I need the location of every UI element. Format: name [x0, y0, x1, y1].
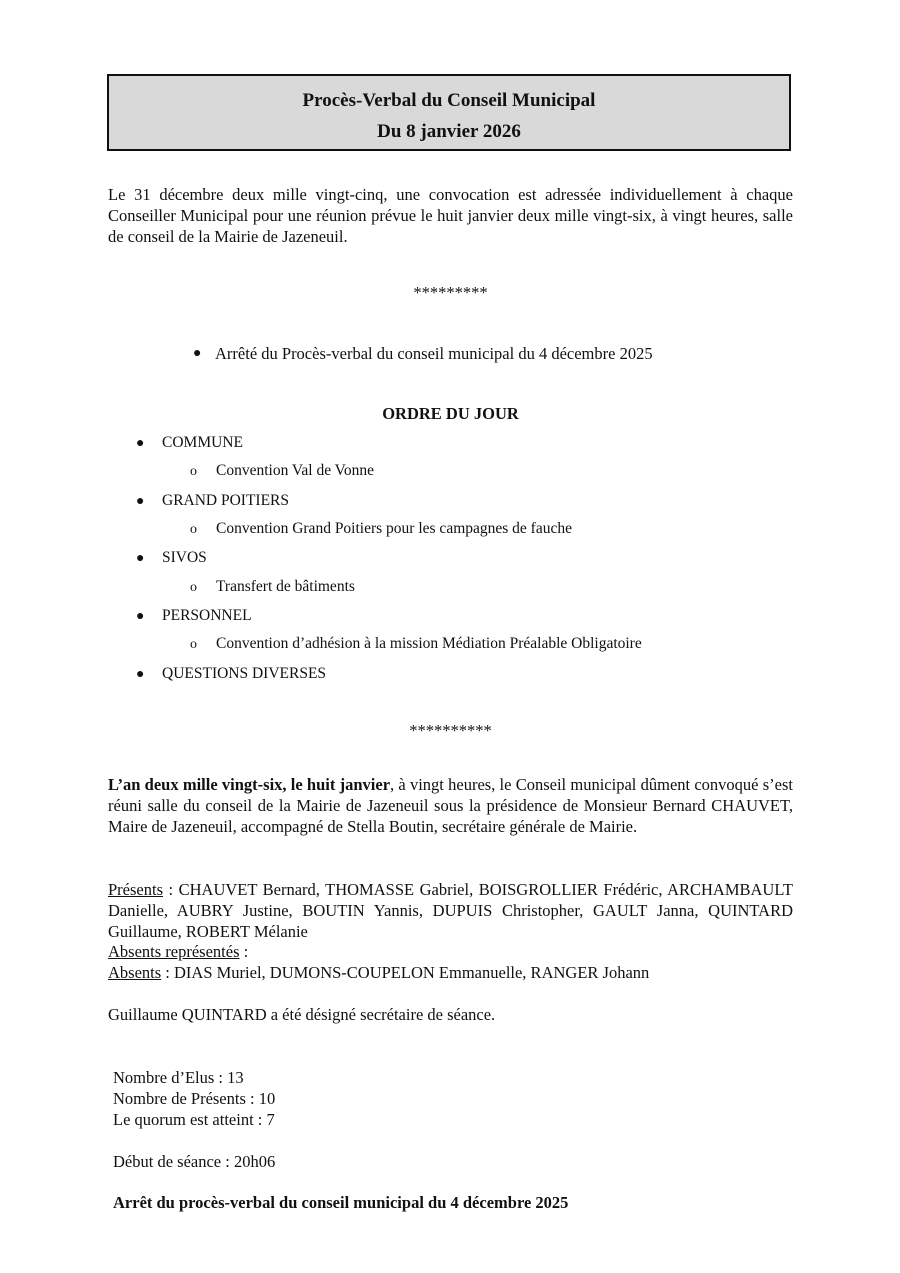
document-date: Du 8 janvier 2026: [377, 121, 521, 142]
bullet-icon: ●: [136, 494, 145, 509]
secretary-line: Guillaume QUINTARD a été désigné secrétaire de séance.: [108, 1005, 496, 1024]
represented-line: [108, 941, 248, 962]
agenda-item: COMMUNE: [162, 434, 243, 451]
section-heading: Arrêt du procès-verbal du conseil municipal du 4 décembre 2025: [113, 1193, 569, 1212]
session-paragraph: [108, 774, 793, 837]
session-text: , à vingt heures, le Conseil municipal dûment convoqué s’est réuni salle du conseil de la Mairie de Jazeneuil sous la présidence de Monsieur Bernard CHAUVET, Maire de Jazeneuil, accompagné de Stella Boutin, secrétaire générale de Mairie.: [108, 775, 793, 836]
present-paragraph: [108, 879, 793, 942]
agenda-subitem: Transfert de bâtiments: [216, 578, 355, 595]
bullet-icon: ●: [193, 346, 202, 361]
session-intro: L’an deux mille vingt-six, le huit janvier: [108, 775, 391, 794]
session-start: Début de séance : 20h06: [113, 1152, 276, 1171]
quorum-line: Le quorum est atteint : 7: [113, 1110, 275, 1129]
absent-label: Absents: [108, 963, 162, 982]
absent-names: : DIAS Muriel, DUMONS-COUPELON Emmanuelle, RANGER Johann: [161, 963, 650, 982]
present-names: : CHAUVET Bernard, THOMASSE Gabriel, BOISGROLLIER Frédéric, ARCHAMBAULT Danielle, AUBRY Justine, BOUTIN Yannis, DUPUIS Christopher, GAULT Janna, QUINTARD Guillaume, ROBERT Mélanie: [108, 880, 793, 941]
document-title: Procès-Verbal du Conseil Municipal: [302, 90, 596, 111]
agenda-subitem: Convention Val de Vonne: [216, 462, 375, 479]
circle-bullet-icon: o: [190, 580, 197, 595]
represented-names: :: [239, 942, 249, 961]
separator-stars: *********: [413, 283, 488, 302]
present-count: Nombre de Présents : 10: [113, 1089, 276, 1108]
bullet-icon: ●: [136, 667, 145, 682]
agenda-item: QUESTIONS DIVERSES: [162, 665, 327, 682]
convocation-paragraph: Le 31 décembre deux mille vingt-cinq, une convocation est adressée individuellement à chaque Conseiller Municipal pour une réunion prévue le huit janvier deux mille vingt-six, à vingt heures, salle de conseil de la Mairie de Jazeneuil.: [108, 185, 793, 246]
present-label: Présents: [108, 880, 163, 899]
elected-count: Nombre d’Elus : 13: [113, 1068, 244, 1087]
agenda-title: ORDRE DU JOUR: [382, 404, 519, 423]
agenda-subitem: Convention Grand Poitiers pour les campagnes de fauche: [216, 520, 572, 537]
separator-stars: **********: [409, 721, 492, 740]
bullet-icon: ●: [136, 436, 145, 451]
preliminary-item: Arrêté du Procès-verbal du conseil municipal du 4 décembre 2025: [215, 344, 653, 363]
represented-label: Absents représentés: [108, 942, 240, 961]
agenda-item: GRAND POITIERS: [162, 492, 290, 509]
absent-line: [108, 962, 649, 983]
circle-bullet-icon: o: [190, 464, 197, 479]
title-box: [107, 74, 791, 151]
agenda-item: SIVOS: [162, 549, 207, 566]
agenda-subitem: Convention d’adhésion à la mission Médiation Préalable Obligatoire: [216, 635, 642, 652]
agenda-item: PERSONNEL: [162, 607, 252, 624]
circle-bullet-icon: o: [190, 522, 197, 537]
bullet-icon: ●: [136, 609, 145, 624]
circle-bullet-icon: o: [190, 637, 197, 652]
bullet-icon: ●: [136, 551, 145, 566]
